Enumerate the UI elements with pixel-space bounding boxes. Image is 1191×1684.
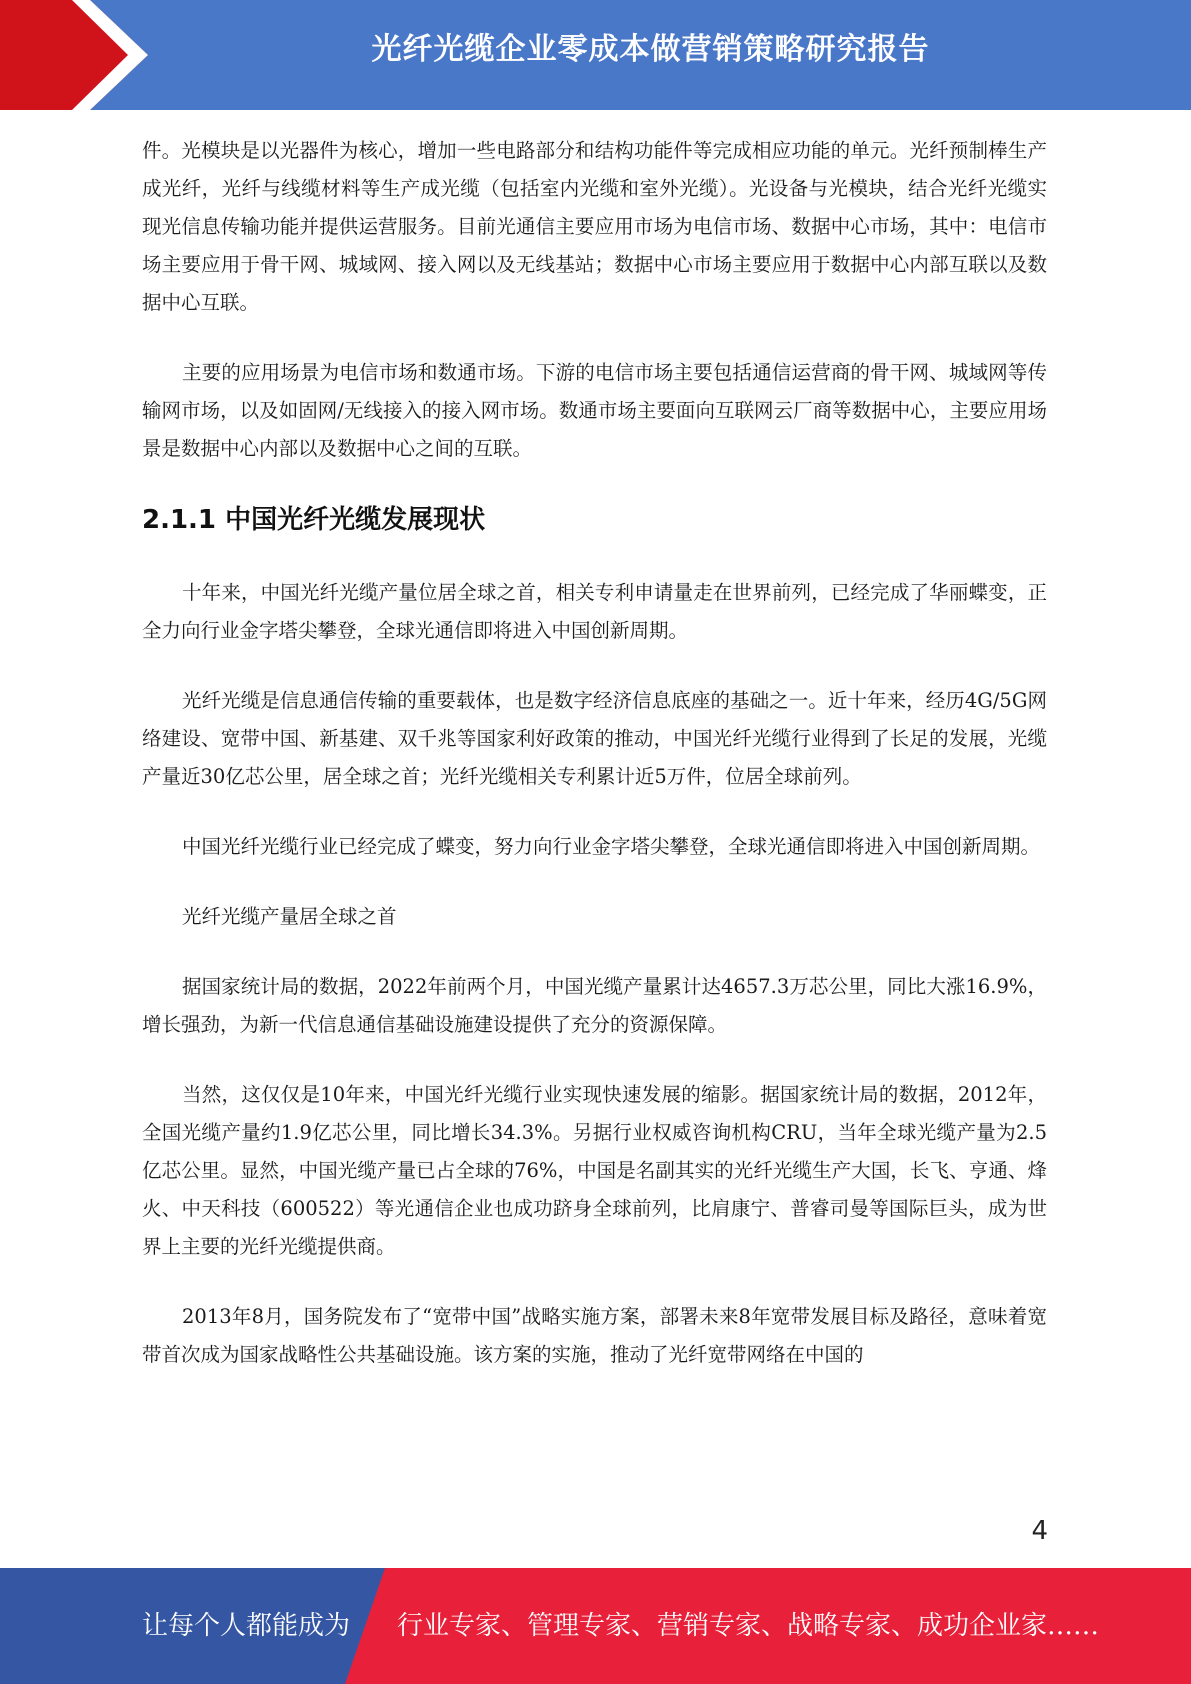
subheading-paragraph: 光纤光缆产量居全球之首 bbox=[182, 905, 397, 928]
paragraph: 十年来，中国光纤光缆产量位居全球之首，相关专利申请量走在世界前列，已经完成了华丽蝶变，正全力向行业金字塔尖攀登，全球光通信即将进入中国创新周期。 bbox=[142, 581, 1047, 642]
paragraph: 据国家统计局的数据，2022年前两个月，中国光缆产量累计达4657.3万芯公里，同比大涨16.9%，增长强劲，为新一代信息通信基础设施建设提供了充分的资源保障。 bbox=[142, 975, 1047, 1036]
document-body bbox=[142, 132, 1047, 1406]
paragraph: 光纤光缆是信息通信传输的重要载体，也是数字经济信息底座的基础之一。近十年来，经历4G/5G网络建设、宽带中国、新基建、双千兆等国家利好政策的推动，中国光纤光缆行业得到了长足的发展，光缆产量近30亿芯公里，居全球之首；光纤光缆相关专利累计近5万件，位居全球前列。 bbox=[142, 689, 1047, 788]
paragraph: 主要的应用场景为电信市场和数通市场。下游的电信市场主要包括通信运营商的骨干网、城域网等传输网市场，以及如固网/无线接入的接入网市场。数通市场主要面向互联网云厂商等数据中心，主要应用场景是数据中心内部以及数据中心之间的互联。 bbox=[142, 361, 1047, 460]
paragraph: 2013年8月，国务院发布了“宽带中国”战略实施方案，部署未来8年宽带发展目标及路径，意味着宽带首次成为国家战略性公共基础设施。该方案的实施，推动了光纤宽带网络在中国的 bbox=[142, 1305, 1047, 1366]
header-arrow-decoration bbox=[0, 0, 150, 110]
paragraph: 当然，这仅仅是10年来，中国光纤光缆行业实现快速发展的缩影。据国家统计局的数据，2012年，全国光缆产量约1.9亿芯公里，同比增长34.3%。另据行业权威咨询机构CRU，当年全球光缆产量为2.5亿芯公里。显然，中国光缆产量已占全球的76%，中国是名副其实的光纤光缆生产大国，长飞、亨通、烽火、中天科技（600522）等光通信企业也成功跻身全球前列，比肩康宁、普睿司曼等国际巨头，成为世界上主要的光纤光缆提供商。 bbox=[142, 1083, 1047, 1258]
footer-slogan-left: 让每个人都能成为 bbox=[142, 1611, 351, 1641]
page-header-banner bbox=[0, 0, 1191, 110]
page-number: 4 bbox=[1031, 1516, 1048, 1546]
footer-slogan-right: 行业专家、管理专家、营销专家、战略专家、成功企业家…… bbox=[397, 1611, 1100, 1641]
report-title: 光纤光缆企业零成本做营销策略研究报告 bbox=[371, 32, 930, 67]
page-footer-banner bbox=[0, 1568, 1191, 1684]
paragraph: 件。光模块是以光器件为核心，增加一些电路部分和结构功能件等完成相应功能的单元。光纤预制棒生产成光纤，光纤与线缆材料等生产成光缆（包括室内光缆和室外光缆）。光设备与光模块，结合光纤光缆实现光信息传输功能并提供运营服务。目前光通信主要应用市场为电信市场、数据中心市场，其中：电信市场主要应用于骨干网、城域网、接入网以及无线基站；数据中心市场主要应用于数据中心内部互联以及数据中心互联。 bbox=[142, 139, 1047, 314]
paragraph: 中国光纤光缆行业已经完成了蝶变，努力向行业金字塔尖攀登，全球光通信即将进入中国创新周期。 bbox=[182, 835, 1041, 858]
section-heading: 2.1.1 中国光纤光缆发展现状 bbox=[142, 505, 486, 535]
